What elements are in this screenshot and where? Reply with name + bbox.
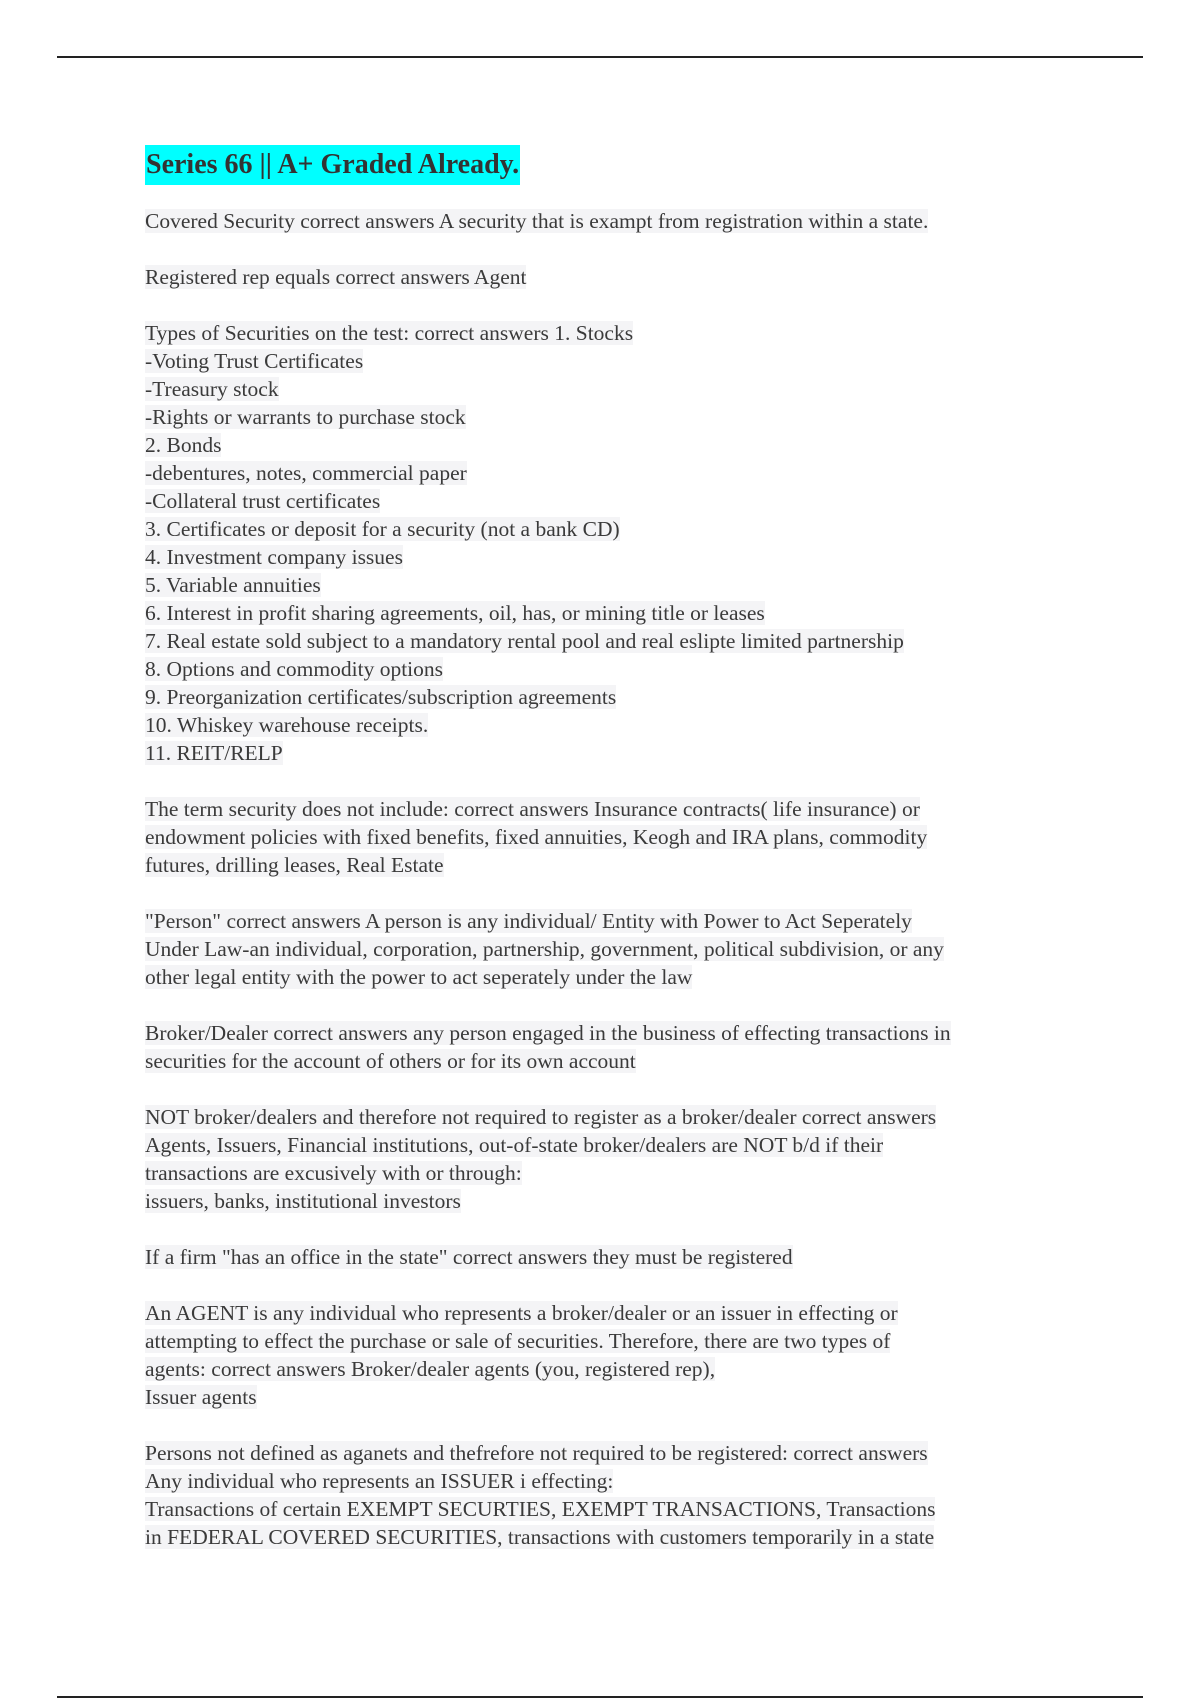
entry-line-text: transactions are excusively with or through:	[145, 1161, 522, 1185]
flashcard-entry	[145, 795, 1085, 879]
entry-line-text: 8. Options and commodity options	[145, 657, 444, 681]
entry-line	[145, 1355, 1085, 1383]
document-body	[145, 145, 1085, 1579]
entry-line	[145, 739, 1085, 767]
entry-line-text: futures, drilling leases, Real Estate	[145, 853, 444, 877]
flashcard-entry	[145, 907, 1085, 991]
entry-line	[145, 851, 1085, 879]
entry-line-text: 4. Investment company issues	[145, 545, 403, 569]
flashcard-entry	[145, 319, 1085, 767]
entry-line-text: securities for the account of others or for its own account	[145, 1049, 636, 1073]
entry-line	[145, 711, 1085, 739]
entry-line-text: Agents, Issuers, Financial institutions, out-of-state broker/dealers are NOT b/d if their	[145, 1133, 884, 1157]
entry-line	[145, 1327, 1085, 1355]
entry-line	[145, 1047, 1085, 1075]
entry-line-text: The term security does not include: correct answers Insurance contracts( life insurance) or	[145, 797, 920, 821]
entry-line-text: -Rights or warrants to purchase stock	[145, 405, 466, 429]
entry-line	[145, 795, 1085, 823]
entry-line	[145, 963, 1085, 991]
entry-line-text: 2. Bonds	[145, 433, 222, 457]
entry-line	[145, 1467, 1085, 1495]
flashcard-entry	[145, 1103, 1085, 1215]
entry-line-text: 6. Interest in profit sharing agreements, oil, has, or mining title or leases	[145, 601, 765, 625]
entry-line	[145, 571, 1085, 599]
entry-line	[145, 1187, 1085, 1215]
entry-line-text: Issuer agents	[145, 1385, 257, 1409]
entry-line	[145, 1495, 1085, 1523]
entry-line-text: -Voting Trust Certificates	[145, 349, 364, 373]
entry-line-text: other legal entity with the power to act seperately under the law	[145, 965, 693, 989]
entry-line	[145, 347, 1085, 375]
entry-line-text: Types of Securities on the test: correct answers 1. Stocks	[145, 321, 634, 345]
flashcard-list	[145, 207, 1085, 1551]
entry-line-text: 10. Whiskey warehouse receipts.	[145, 713, 429, 737]
entry-line-text: attempting to effect the purchase or sale of securities. Therefore, there are two types of	[145, 1329, 891, 1353]
entry-line-text: issuers, banks, institutional investors	[145, 1189, 461, 1213]
flashcard-entry	[145, 1299, 1085, 1411]
entry-line-text: "Person" correct answers A person is any individual/ Entity with Power to Act Seperately	[145, 909, 912, 933]
entry-line	[145, 627, 1085, 655]
entry-line-text: NOT broker/dealers and therefore not required to register as a broker/dealer correct answers	[145, 1105, 937, 1129]
top-rule	[57, 56, 1143, 58]
flashcard-entry	[145, 1243, 1085, 1271]
entry-line	[145, 655, 1085, 683]
entry-line	[145, 515, 1085, 543]
flashcard-entry	[145, 207, 1085, 235]
flashcard-entry	[145, 1019, 1085, 1075]
entry-line	[145, 1243, 1085, 1271]
entry-line-text: agents: correct answers Broker/dealer agents (you, registered rep),	[145, 1357, 716, 1381]
entry-line	[145, 907, 1085, 935]
entry-line	[145, 459, 1085, 487]
entry-line-text: If a firm "has an office in the state" correct answers they must be registered	[145, 1245, 793, 1269]
entry-line-text: Broker/Dealer correct answers any person engaged in the business of effecting transactions in	[145, 1021, 951, 1045]
entry-line	[145, 935, 1085, 963]
entry-line	[145, 403, 1085, 431]
entry-line	[145, 1159, 1085, 1187]
flashcard-entry	[145, 263, 1085, 291]
entry-line	[145, 543, 1085, 571]
entry-line	[145, 1299, 1085, 1327]
entry-line	[145, 1103, 1085, 1131]
entry-line	[145, 683, 1085, 711]
entry-line	[145, 375, 1085, 403]
entry-line	[145, 319, 1085, 347]
entry-line-text: Covered Security correct answers A security that is exampt from registration within a state.	[145, 209, 929, 233]
entry-line-text: -debentures, notes, commercial paper	[145, 461, 467, 485]
entry-line-text: 3. Certificates or deposit for a security (not a bank CD)	[145, 517, 620, 541]
entry-line-text: 11. REIT/RELP	[145, 741, 283, 765]
entry-line	[145, 1439, 1085, 1467]
entry-line-text: -Collateral trust certificates	[145, 489, 381, 513]
entry-line	[145, 263, 1085, 291]
entry-line	[145, 1019, 1085, 1047]
entry-line	[145, 431, 1085, 459]
bottom-rule	[57, 1696, 1143, 1698]
entry-line-text: endowment policies with fixed benefits, fixed annuities, Keogh and IRA plans, commodity	[145, 825, 928, 849]
entry-line	[145, 823, 1085, 851]
entry-line	[145, 599, 1085, 627]
entry-line-text: -Treasury stock	[145, 377, 279, 401]
flashcard-entry	[145, 1439, 1085, 1551]
entry-line	[145, 1131, 1085, 1159]
entry-line	[145, 207, 1085, 235]
entry-line	[145, 1523, 1085, 1551]
document-title: Series 66 || A+ Graded Already.	[145, 145, 520, 185]
entry-line-text: in FEDERAL COVERED SECURITIES, transactions with customers temporarily in a state	[145, 1525, 935, 1549]
entry-line-text: 9. Preorganization certificates/subscription agreements	[145, 685, 617, 709]
entry-line-text: Under Law-an individual, corporation, partnership, government, political subdivision, or any	[145, 937, 944, 961]
entry-line-text: Transactions of certain EXEMPT SECURTIES, EXEMPT TRANSACTIONS, Transactions	[145, 1497, 936, 1521]
entry-line	[145, 487, 1085, 515]
entry-line-text: Registered rep equals correct answers Agent	[145, 265, 527, 289]
entry-line-text: 5. Variable annuities	[145, 573, 321, 597]
entry-line-text: 7. Real estate sold subject to a mandatory rental pool and real eslipte limited partnership	[145, 629, 904, 653]
entry-line-text: Persons not defined as aganets and thefrefore not required to be registered: correct answers	[145, 1441, 928, 1465]
entry-line-text: An AGENT is any individual who represents a broker/dealer or an issuer in effecting or	[145, 1301, 898, 1325]
entry-line	[145, 1383, 1085, 1411]
entry-line-text: Any individual who represents an ISSUER i effecting:	[145, 1469, 614, 1493]
